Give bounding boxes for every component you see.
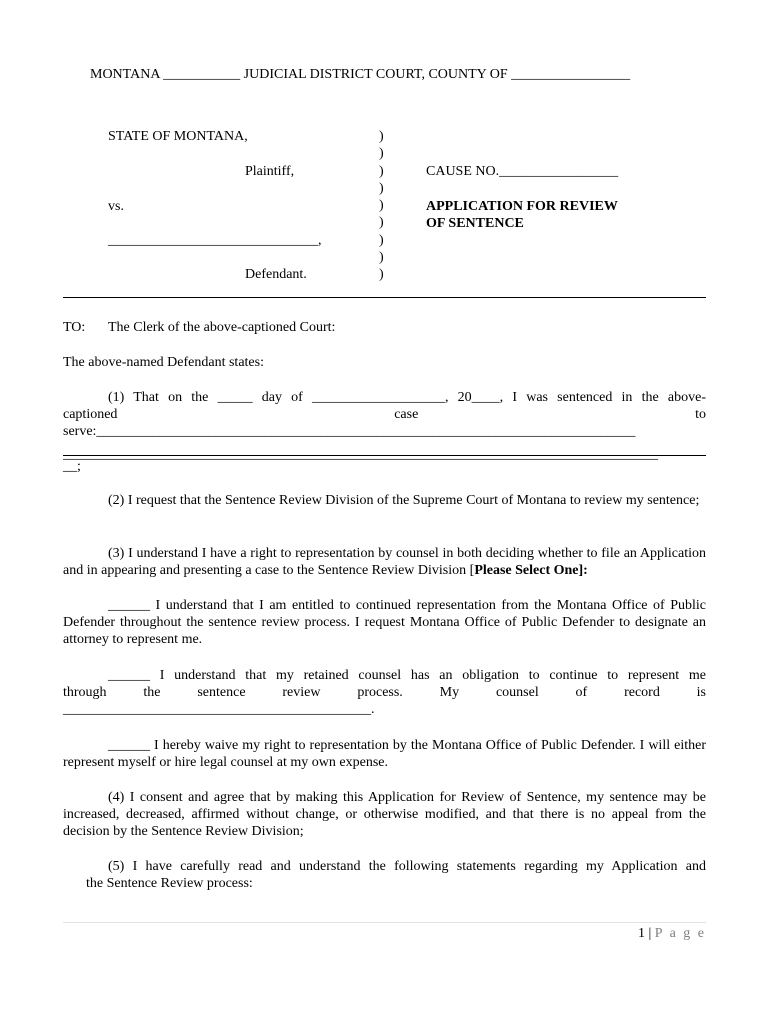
p1-line1: (1) That on the _____ day of ___________________, 20____, I was sentenced in the above- xyxy=(108,390,706,405)
paren: ) xyxy=(379,232,384,248)
intro-statement: The above-named Defendant states: xyxy=(63,355,264,370)
option-waive: ______ I hereby waive my right to representation by the Montana Office of Public Defender. I will either represent myself or hire legal counsel at my own expense. xyxy=(63,738,706,770)
p1-line3: serve:_____________________________________________________________________________ xyxy=(63,424,636,439)
option-retained-line1: ______ I understand that my retained counsel has an obligation to continue to represent me xyxy=(108,668,706,683)
to-recipient: The Clerk of the above-captioned Court: xyxy=(108,320,336,335)
option-retained-line3: ____________________________________________. xyxy=(63,702,375,717)
page-number: 1 xyxy=(637,926,645,941)
p1-line2: captioned case to xyxy=(63,407,706,422)
caption-state: STATE OF MONTANA, xyxy=(108,129,248,144)
option-retained-line2: through the sentence review process. My counsel of record is xyxy=(63,685,706,700)
footer-rule xyxy=(63,922,706,923)
paren: ) xyxy=(379,267,384,283)
caption-parentheses xyxy=(379,128,389,284)
court-heading: MONTANA ___________ JUDICIAL DISTRICT COURT, COUNTY OF _________________ xyxy=(90,67,631,82)
paren: ) xyxy=(379,198,384,214)
document-title-line1: APPLICATION FOR REVIEW xyxy=(426,199,618,214)
p1-line5: __; xyxy=(63,459,81,474)
paren: ) xyxy=(379,146,384,162)
caption-defendant-blank: ______________________________, xyxy=(108,233,322,248)
paragraph-5-line1: (5) I have carefully read and understand the following statements regarding my Application and xyxy=(108,859,706,874)
paragraph-2: (2) I request that the Sentence Review Division of the Supreme Court of Montana to review my sentence; xyxy=(108,493,700,508)
footer-separator: | xyxy=(648,926,652,941)
page-footer xyxy=(638,926,706,942)
to-label: TO: xyxy=(63,320,86,335)
caption-defendant: Defendant. xyxy=(245,267,307,282)
paragraph-3 xyxy=(63,545,706,579)
paragraph-4: (4) I consent and agree that by making this Application for Review of Sentence, my sentence may be increased, decreased, affirmed without change, or otherwise modified, and that there is no appeal from the decision by the Sentence Review Division; xyxy=(63,790,706,839)
p1-line4-text: _____________________________________________________________________________________ xyxy=(63,447,658,462)
paren: ) xyxy=(379,180,384,196)
caption-plaintiff: Plaintiff, xyxy=(245,164,295,179)
paren: ) xyxy=(379,129,384,144)
paren: ) xyxy=(379,163,384,179)
caption-divider xyxy=(63,297,706,298)
paren: ) xyxy=(379,250,384,266)
paragraph-5-line2: the Sentence Review process: xyxy=(86,876,253,891)
option-public-defender: ______ I understand that I am entitled to continued representation from the Montana Office of Public Defender throughout the sentence review process. I request Montana Office of Public Defender to designate an attorney to represent me. xyxy=(63,598,706,647)
paren: ) xyxy=(379,215,384,231)
select-one-instruction: Please Select One]: xyxy=(474,563,588,578)
paragraph-3-text: (3) I understand I have a right to representation by counsel in both deciding whether to file an Application and in appearing and presenting a case to the Sentence Review Division [ xyxy=(63,546,706,578)
caption-vs: vs. xyxy=(108,199,124,214)
cause-number: CAUSE NO._________________ xyxy=(426,164,619,179)
document-title-line2: OF SENTENCE xyxy=(426,216,524,231)
page-label: P a g e xyxy=(654,926,706,941)
